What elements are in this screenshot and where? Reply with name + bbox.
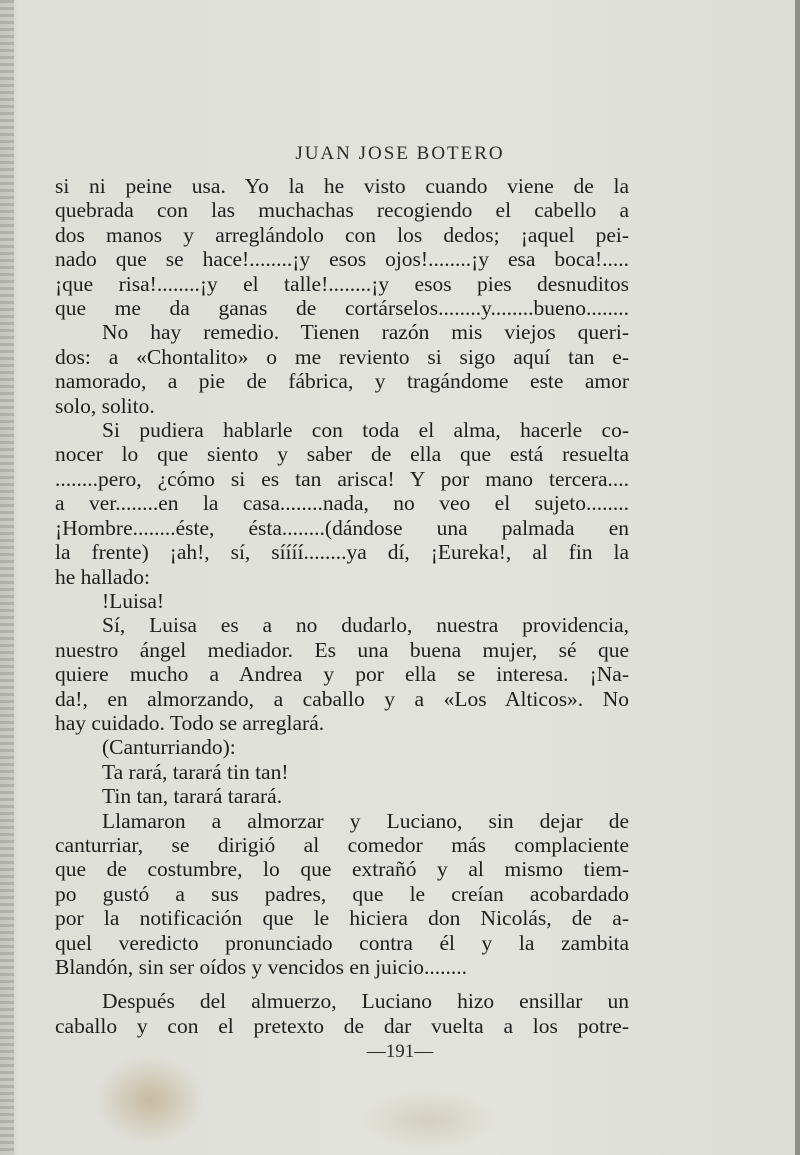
text-line: nocer lo que siento y saber de ella que está resuelta bbox=[55, 442, 629, 467]
text-line: namorado, a pie de fábrica, y tragándome este amor bbox=[55, 369, 629, 394]
text-line: da!, en almorzando, a caballo y a «Los Alticos». No bbox=[55, 686, 629, 711]
text-line: caballo y con el pretexto de dar vuelta a los potre- bbox=[55, 1013, 629, 1038]
text-line: nuestro ángel mediador. Es una buena mujer, sé que bbox=[55, 637, 629, 662]
text-line: si ni peine usa. Yo la he visto cuando viene de la bbox=[55, 174, 629, 198]
text-line: !Luisa! bbox=[102, 588, 165, 613]
text-line: dos: a «Chontalito» o me reviento si sigo aquí tan e- bbox=[55, 344, 629, 369]
text-line: que me da ganas de cortárselos........y........bueno........ bbox=[55, 296, 629, 321]
text-line: he hallado: bbox=[55, 564, 150, 589]
text-line: solo, solito. bbox=[55, 393, 155, 418]
text-line: Después del almuerzo, Luciano hizo ensillar un bbox=[102, 989, 629, 1014]
text-line: quiere mucho a Andrea y por ella se interesa. ¡Na- bbox=[55, 662, 629, 687]
text-line: quel veredicto pronunciado contra él y la zambita bbox=[55, 930, 629, 955]
text-line: la frente) ¡ah!, sí, síííí........ya dí, ¡Eureka!, al fin la bbox=[55, 540, 629, 565]
paragraph-gap bbox=[55, 979, 629, 989]
text-line: po gustó a sus padres, que le creían acobardado bbox=[55, 881, 629, 906]
text-line: Tin tan, tarará tarará. bbox=[102, 784, 283, 809]
paper-stain bbox=[95, 1055, 205, 1145]
body-text bbox=[55, 174, 629, 1038]
text-line: que de costumbre, lo que extrañó y al mismo tiem- bbox=[55, 857, 629, 882]
book-binding-edge bbox=[0, 0, 14, 1155]
text-line: Llamaron a almorzar y Luciano, sin dejar de bbox=[102, 808, 629, 833]
text-line: hay cuidado. Todo se arreglará. bbox=[55, 710, 325, 735]
text-line: Sí, Luisa es a no dudarlo, nuestra providencia, bbox=[102, 613, 629, 638]
text-line: (Canturriando): bbox=[102, 735, 236, 760]
running-header: JUAN JOSE BOTERO bbox=[295, 143, 505, 164]
text-line: quebrada con las muchachas recogiendo el cabello a bbox=[55, 198, 629, 223]
text-line: Si pudiera hablarle con toda el alma, hacerle co- bbox=[102, 418, 629, 443]
text-line: ¡que risa!........¡y el talle!........¡y esos pies desnuditos bbox=[55, 271, 629, 296]
page-right-edge bbox=[795, 0, 800, 1155]
text-line: Blandón, sin ser oídos y vencidos en juicio........ bbox=[55, 955, 468, 979]
text-line: No hay remedio. Tienen razón mis viejos queri- bbox=[102, 320, 629, 345]
text-line: nado que se hace!........¡y esos ojos!........¡y esa boca!..... bbox=[55, 247, 629, 272]
text-line: ........pero, ¿cómo si es tan arisca! Y por mano tercera.... bbox=[55, 466, 629, 491]
text-line: por la notificación que le hiciera don Nicolás, de a- bbox=[55, 906, 629, 931]
text-line: canturriar, se dirigió al comedor más complaciente bbox=[55, 832, 629, 857]
text-line: ¡Hombre........éste, ésta........(dándose una palmada en bbox=[55, 515, 629, 540]
text-line: a ver........en la casa........nada, no veo el sujeto........ bbox=[55, 491, 629, 516]
text-line: Ta rará, tarará tin tan! bbox=[102, 759, 289, 784]
paper-stain bbox=[360, 1090, 500, 1150]
page-number: —191— bbox=[366, 1041, 434, 1062]
text-line: dos manos y arreglándolo con los dedos; ¡aquel pei- bbox=[55, 222, 629, 247]
